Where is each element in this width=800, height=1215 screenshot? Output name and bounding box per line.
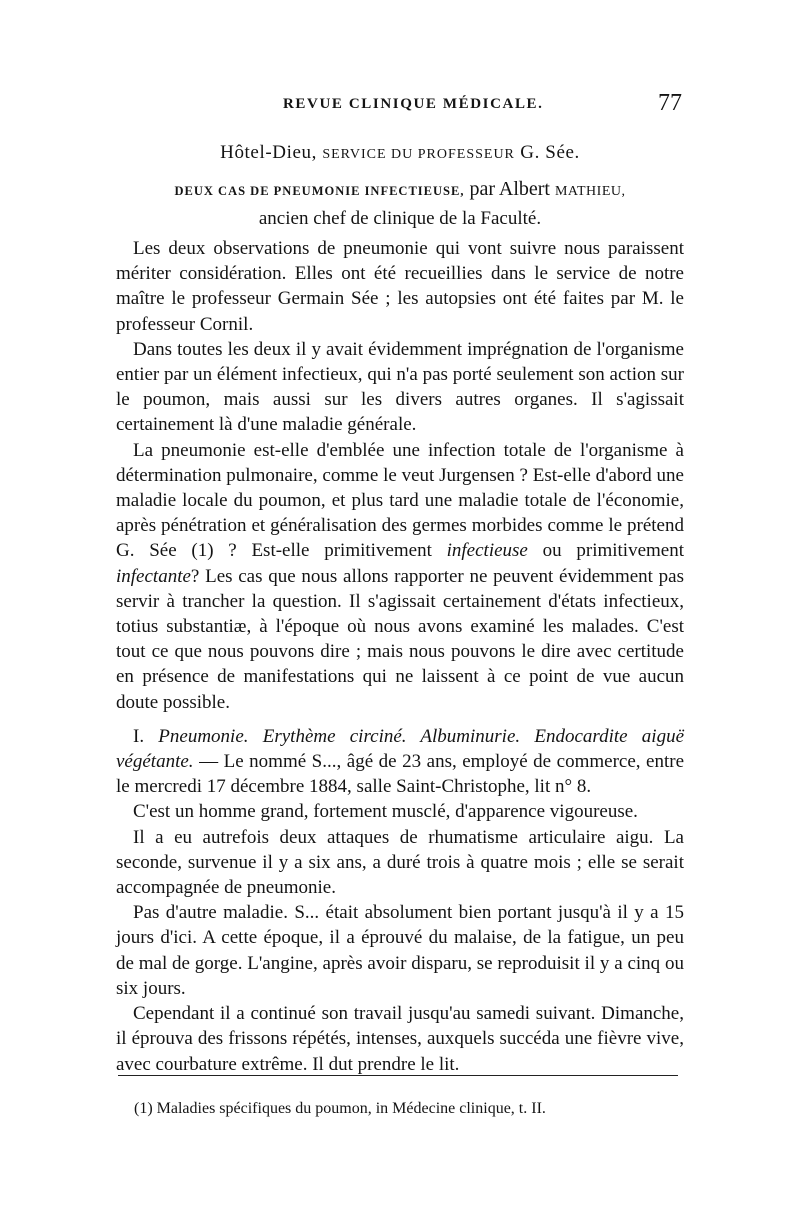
byline: par Albert: [469, 178, 550, 200]
paragraph-text: La pneumonie est-elle d'emblée une infection totale de l'organisme à détermination pulmonaire, comme le veut Jurgensen ? Est-elle d'abord une maladie locale du poumon, et plus tard une maladie totale de l'économie, après pénétration et généralisation des germes morbides comme le prétend G. Sée (1) ? Est-elle primitivement: [116, 439, 684, 562]
professor-name: G. Sée.: [520, 142, 580, 163]
page-number: 77: [658, 90, 682, 116]
footnote: (1) Maladies spécifiques du poumon, in Médecine clinique, t. II.: [134, 1100, 546, 1117]
author-name: MATHIEU,: [554, 184, 626, 199]
italic-term: infectante: [116, 565, 191, 587]
footnote-divider: [118, 1075, 678, 1076]
paragraph: [116, 438, 684, 715]
section-heading: [0, 142, 800, 164]
italic-term: infectieuse: [446, 540, 528, 562]
case-heading: Pneumonie. Erythème circiné. Albuminurie. Endocardite aiguë végétante.: [116, 725, 684, 773]
author-affiliation: ancien chef de clinique de la Faculté.: [258, 208, 542, 229]
paragraph-text: — Le nommé S..., âgé de 23 ans, employé de commerce, entre le mercredi 17 décembre 1884, salle Saint-Christophe, lit n° 8.: [116, 751, 685, 798]
service-label: SERVICE DU PROFESSEUR: [322, 147, 515, 162]
paragraph: Cependant il a continué son travail jusqu'au samedi suivant. Dimanche, il éprouva des frissons répétés, intenses, auxquels succéda une fièvre vive, avec courbature extrême. Il dut prendre le lit.: [116, 1003, 684, 1075]
paragraph: Dans toutes les deux il y avait évidemment imprégnation de l'organisme entier par un élément infectieux, qui n'a pas porté seulement son action sur le poumon, mais aussi sur les divers autres organes. Il s'agissait certainement là d'une maladie générale.: [116, 338, 684, 436]
paragraph-text: ? Les cas que nous allons rapporter ne peuvent évidemment pas servir à trancher la question. Il s'agissait certainement d'états infectieux, totius substantiæ, à l'époque où nous avons examiné les malades. C'est tout ce que nous pouvons dire ; mais nous pouvons le dire avec certitude en présence de manifestations qui ne laissent à ce point de vue aucun doute possible.: [116, 565, 684, 713]
case-number: I.: [133, 725, 145, 747]
running-header: [0, 90, 800, 120]
paragraph-text: ou primitivement: [542, 540, 685, 562]
paragraph: C'est un homme grand, fortement musclé, d'apparence vigoureuse.: [133, 801, 638, 823]
article-body: [116, 236, 684, 1077]
paragraph: Les deux observations de pneumonie qui vont suivre nous paraissent mériter considération. Elles ont été recueillies dans le service de notre maître le professeur Germain Sée ; les autopsies ont été faites par M. le professeur Cornil.: [116, 238, 684, 335]
hospital-name: Hôtel-Dieu,: [220, 142, 317, 163]
case-heading-paragraph: [116, 724, 684, 800]
paragraph: Il a eu autrefois deux attaques de rhumatisme articulaire aigu. La seconde, survenue il y a six ans, a duré trois à quatre mois ; elle se serait accompagnée de pneumonie.: [116, 826, 684, 899]
running-title: REVUE CLINIQUE MÉDICALE.: [283, 96, 544, 112]
paragraph: Pas d'autre maladie. S... était absolument bien portant jusqu'à il y a 15 jours d'ici. A cette époque, il a éprouvé du malaise, de la fatigue, un peu de mal de gorge. L'angine, après avoir disparu, se reproduisit il y a cinq ou six jours.: [116, 902, 684, 999]
article-heading: [0, 176, 800, 232]
article-title-line: [0, 176, 800, 205]
article-title: DEUX CAS DE PNEUMONIE INFECTIEUSE,: [174, 184, 465, 198]
